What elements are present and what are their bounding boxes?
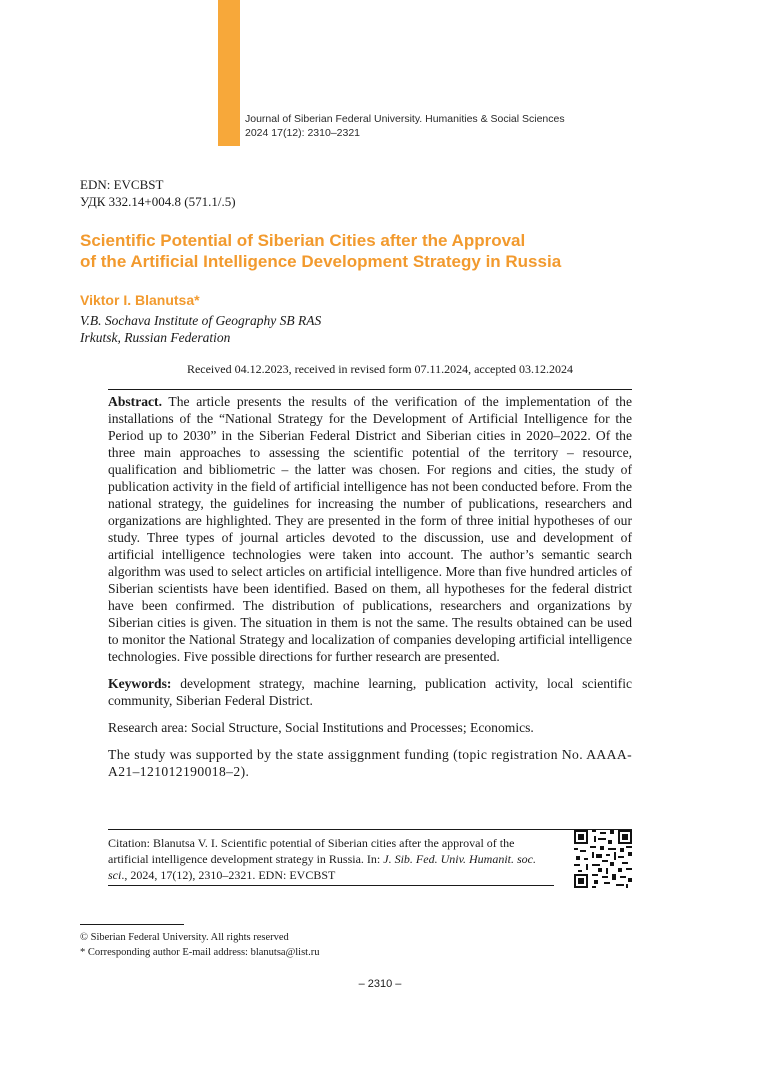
author-name: Viktor I. Blanutsa*: [80, 292, 200, 308]
journal-issue: 2024 17(12): 2310–2321: [245, 127, 361, 139]
citation-bottom-divider: [108, 885, 554, 886]
citation-block: [108, 835, 554, 883]
title-line-1: Scientific Potential of Siberian Cities after the Approval: [80, 231, 526, 250]
research-area: Research area: Social Structure, Social Institutions and Processes; Economics.: [108, 720, 534, 735]
abstract-label: Abstract.: [108, 394, 162, 409]
keywords: [108, 675, 632, 709]
qr-code-icon: [574, 830, 632, 888]
footnotes: [80, 930, 319, 960]
author-affiliation: [80, 312, 321, 346]
abstract: [108, 393, 632, 665]
institute-location: Irkutsk, Russian Federation: [80, 330, 231, 345]
article-title: [80, 230, 680, 272]
journal-name: Journal of Siberian Federal University. Humanities & Social Sciences: [245, 113, 565, 125]
citation-prefix: Citation: Blanutsa V. I. Scientific potential of Siberian cities after the approval of the artificial intelligence development strategy in Russia. In:: [108, 836, 515, 866]
title-line-2: of the Artificial Intelligence Development Strategy in Russia: [80, 252, 562, 271]
citation-suffix: ., 2024, 17(12), 2310–2321. EDN: EVCBST: [121, 868, 336, 882]
edn-code: EDN: EVCBST: [80, 177, 164, 192]
accent-bar: [218, 0, 240, 146]
corresponding-author-note: * Corresponding author E-mail address: blanutsa@list.ru: [80, 947, 320, 958]
institute-name: V.B. Sochava Institute of Geography SB RAS: [80, 313, 322, 328]
citation-divider: [108, 829, 632, 830]
page-number: – 2310 –: [358, 978, 402, 990]
article-summary: [108, 393, 632, 780]
received-dates: Received 04.12.2023, received in revised form 07.11.2024, accepted 03.12.2024: [186, 362, 574, 376]
abstract-text: The article presents the results of the verification of the implementation of the installations of the “National Strategy for the Development of Artificial Intelligence for the Period up to 2030” in the Siberian Federal District and Siberian cities in 2020–2022. Of the three main approaches to assessing the scientific potential of the territory – resource, qualification and bibliometric – the latter was chosen. For regions and cities, the study of publication activity in the field of artificial intelligence has not been conducted before. From the national strategy, the guidelines for increasing the number of publications, researchers and organizations are highlighted. They are presented in the form of three initial hypotheses of our study. Three types of journal articles devoted to the discussion, use and development of artificial intelligence technologies were taken into account. The author’s semantic search algorithm was used to select articles on artificial intelligence. More than five hundred articles of Siberian scientists have been identified. Based on them, all hypotheses for the federal district have been confirmed. The distribution of publications, researchers and organizations by Siberian cities is given. The situation in them is not the same. The results obtained can be used to monitor the National Strategy and localization of companies developing artificial intelligence technologies. Five possible directions for further research are presented.: [108, 394, 632, 664]
citation-journal: J. Sib. Fed. Univ. Humanit. soc. sci: [108, 852, 536, 882]
footnote-divider: [80, 924, 184, 925]
keywords-label: Keywords:: [108, 676, 172, 691]
funding-note: The study was supported by the state assiggnment funding (topic registration No. AAAA-A21–121012190018–2).: [108, 747, 632, 779]
udk-code: УДК 332.14+004.8 (571.1/.5): [80, 194, 236, 209]
article-meta: [80, 176, 236, 210]
journal-header: [245, 112, 565, 140]
copyright-note: © Siberian Federal University. All rights reserved: [80, 932, 289, 943]
top-divider: [108, 389, 632, 390]
keywords-text: development strategy, machine learning, publication activity, local scientific community, Siberian Federal District.: [108, 676, 632, 708]
